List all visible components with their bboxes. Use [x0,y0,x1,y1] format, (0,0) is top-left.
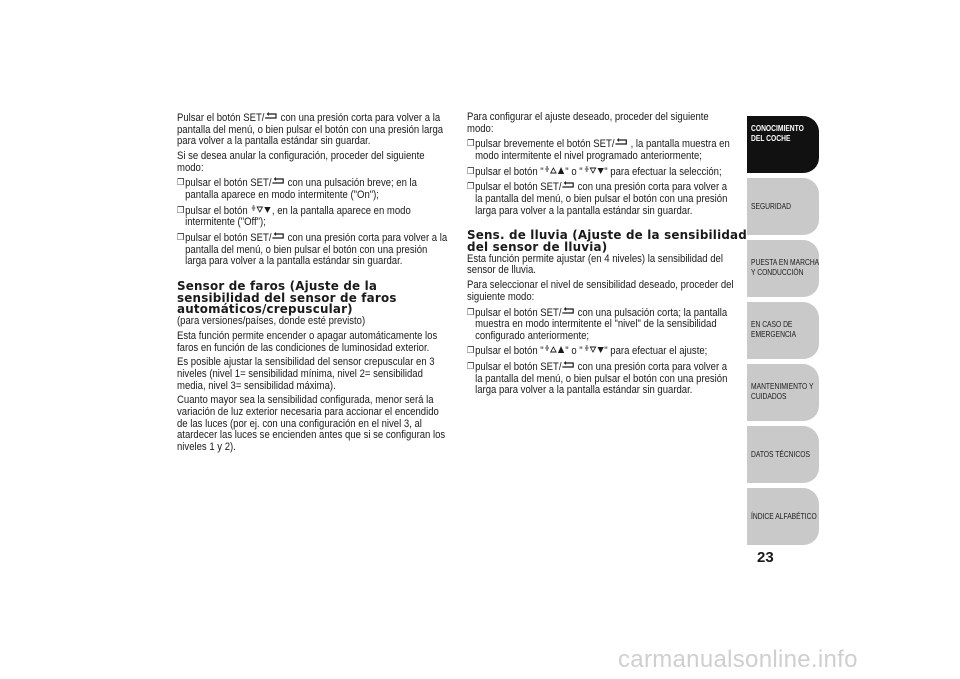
up-triangle-icon [544,166,566,179]
paragraph: Si se desea anular la configuración, proceder del siguiente modo: [177,150,425,174]
list-item: ❒ pulsar brevemente el botón SET/ , la pantalla muestra en modo intermitente el nivel programado anteriormente; [467,138,730,163]
list-item: ❒ pulsar el botón SET/ con una presión corta para volver a la pantalla del menú, o bien pulsar el botón con una presión larga para volver a la pantalla estándar sin guardar. [177,232,448,268]
right-column [467,111,747,400]
list-item: ❒ pulsar el botón " " o " " para efectuar el ajuste; [467,345,708,358]
tab-indice-alfabetico[interactable]: ÍNDICE ALFABÉTICO [747,488,819,546]
paragraph: Es posible ajustar la sensibilidad del sensor crepuscular en 3 niveles (nivel 1= sensibilidad mínima, nivel 2= sensibilidad media, nivel 3= sensibilidad máxima). [177,356,435,392]
page-number: 23 [757,549,774,566]
list-item: ❒ pulsar el botón SET/ con una pulsación corta; la pantalla muestra en modo intermitente el "nivel" de la sensibilidad configurado anteriormente; [467,306,728,342]
paragraph: Para seleccionar el nivel de sensibilidad deseado, proceder del siguiente modo: [467,279,734,303]
tab-puesta-en-marcha[interactable]: PUESTA EN MARCHA Y CONDUCCIÓN [747,240,819,298]
tab-mantenimiento[interactable]: MANTENIMIENTO Y CUIDADOS [747,364,819,422]
paragraph: Pulsar el botón SET/ con una presión corta para volver a la pantalla del menú, o bien pulsar el botón con una presión larga para volver a la pantalla estándar sin guardar. [177,112,444,148]
section-heading: Sensor de faros (Ajuste de la sensibilidad del sensor de faros automáticos/crepuscular) [177,277,397,317]
tab-datos-tecnicos[interactable]: DATOS TÉCNICOS [747,426,819,484]
up-triangle-icon [544,345,566,358]
watermark: carmanualsonline.info [618,646,858,673]
list-item: ❒ pulsar el botón SET/ con una pulsación breve; en la pantalla aparece en modo intermitente ("On"); [177,177,417,202]
paragraph: Para configurar el ajuste deseado, proceder del siguiente modo: [467,111,709,135]
left-column [177,112,449,457]
section-heading: Sens. de lluvia (Ajuste de la sensibilidad del sensor de lluvia) [467,227,747,255]
paragraph: Cuanto mayor sea la sensibilidad configurada, menor será la variación de luz exterior necesaria para accionar el encendido de las luces (por ej. con una configuración en el nivel 3, al atardecer las luces se encienden antes que si se configuran los niveles 1 y 2). [177,394,446,453]
list-item: ❒ pulsar el botón SET/ con una presión corta para volver a la pantalla del menú, o bien pulsar el botón con una presión larga para volver a la pantalla estándar sin guardar. [467,181,728,217]
list-item: ❒ pulsar el botón SET/ con una presión corta para volver a la pantalla del menú, o bien pulsar el botón con una presión larga para volver a la pantalla estándar sin guardar. [467,361,728,397]
tab-en-caso-de-emergencia[interactable]: EN CASO DE EMERGENCIA [747,302,819,360]
tab-seguridad[interactable]: SEGURIDAD [747,178,819,236]
down-triangle-icon [583,166,605,179]
down-triangle-icon [583,345,605,358]
paragraph: Esta función permite ajustar (en 4 niveles) la sensibilidad del sensor de lluvia. [467,252,723,277]
list-item: ❒ pulsar el botón " " o " " para efectuar la selección; [467,165,722,178]
tab-conocimiento-del-coche[interactable]: CONOCIMIENTO DEL COCHE [747,116,819,174]
paragraph: (para versiones/países, donde esté previsto) [177,315,366,328]
list-item: ❒ pulsar el botón , en la pantalla aparece en modo intermitente ("Off"); [177,204,411,229]
paragraph: Esta función permite encender o apagar automáticamente los faros en función de las condiciones de luminosidad exterior. [177,330,438,354]
